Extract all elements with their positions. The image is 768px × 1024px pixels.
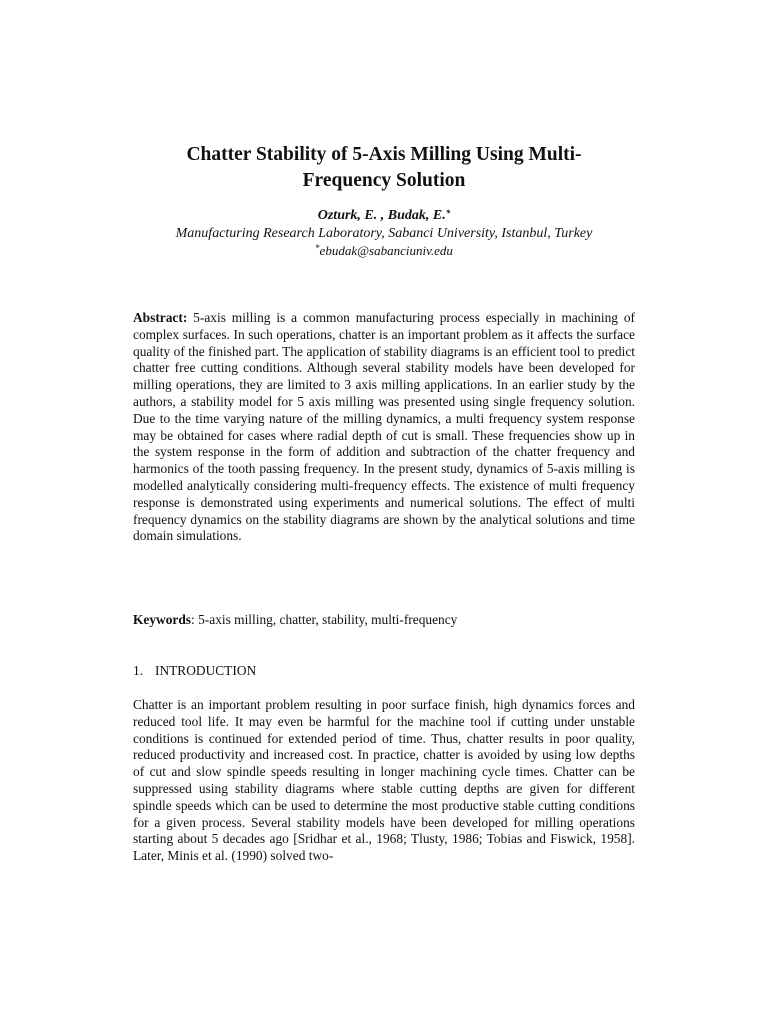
section-number: 1. <box>133 663 144 678</box>
contact-email <box>133 242 635 260</box>
paper-title <box>133 142 635 194</box>
corresponding-author-mark: * <box>445 208 451 218</box>
author-list <box>133 207 635 225</box>
title-line-2: Frequency Solution <box>302 170 466 191</box>
affiliation: Manufacturing Research Laboratory, Sabanci University, Istanbul, Turkey <box>175 226 593 241</box>
author-names: Ozturk, E. , Budak, E. <box>317 208 446 223</box>
abstract-label: Abstract: <box>133 310 188 325</box>
email-mark: * <box>315 243 320 253</box>
keywords-paragraph <box>133 612 635 629</box>
introduction-paragraph: Chatter is an important problem resulting in poor surface finish, high dynamics forces and reduced tool life. It may even be harmful for the machine tool if cutting under unstable conditions is continued for extended period of time. Thus, chatter results in poor quality, reduced productivity and increased cost. In practice, chatter is avoided by using low depths of cut and slow spindle speeds resulting in longer machining cycle times. Chatter can be suppressed using stability diagrams where stable cutting depths are given for different spindle speeds which can be used to determine the most productive stable cutting conditions for a given process. Several stability models have been developed for milling operations starting about 5 decades ago [Sridhar et al., 1968; Tlusty, 1986; Tobias and Fiswick, 1958]. Later, Minis et al. (1990) solved two- <box>133 697 635 864</box>
keywords-text: : 5-axis milling, chatter, stability, multi-frequency <box>191 612 458 627</box>
section-heading <box>133 663 256 680</box>
email-address: ebudak@sabanciuniv.edu <box>319 243 453 258</box>
title-line-1: Chatter Stability of 5-Axis Milling Using Multi- <box>186 144 582 165</box>
abstract-paragraph <box>133 310 635 545</box>
section-title: INTRODUCTION <box>155 663 257 678</box>
keywords-label: Keywords <box>133 612 192 627</box>
abstract-text: 5-axis milling is a common manufacturing process especially in machining of complex surfaces. In such operations, chatter is an important problem as it affects the surface quality of the finished part. The application of stability diagrams is an efficient tool to predict chatter free cutting conditions. Although several stability models have been developed for milling operations, they are limited to 3 axis milling applications. In an earlier study by the authors, a stability model for 5 axis milling was presented using single frequency solution. Due to the time varying nature of the milling dynamics, a multi frequency system response may be obtained for cases where radial depth of cut is small. These frequencies show up in the system response in the form of addition and subtraction of the chatter frequency and harmonics of the tooth passing frequency. In the present study, dynamics of 5-axis milling is modelled analytically considering multi-frequency effects. The existence of multi frequency response is demonstrated using experiments and numerical solutions. The effect of multi frequency dynamics on the stability diagrams are shown by the analytical solutions and time domain simulations. <box>133 310 635 544</box>
